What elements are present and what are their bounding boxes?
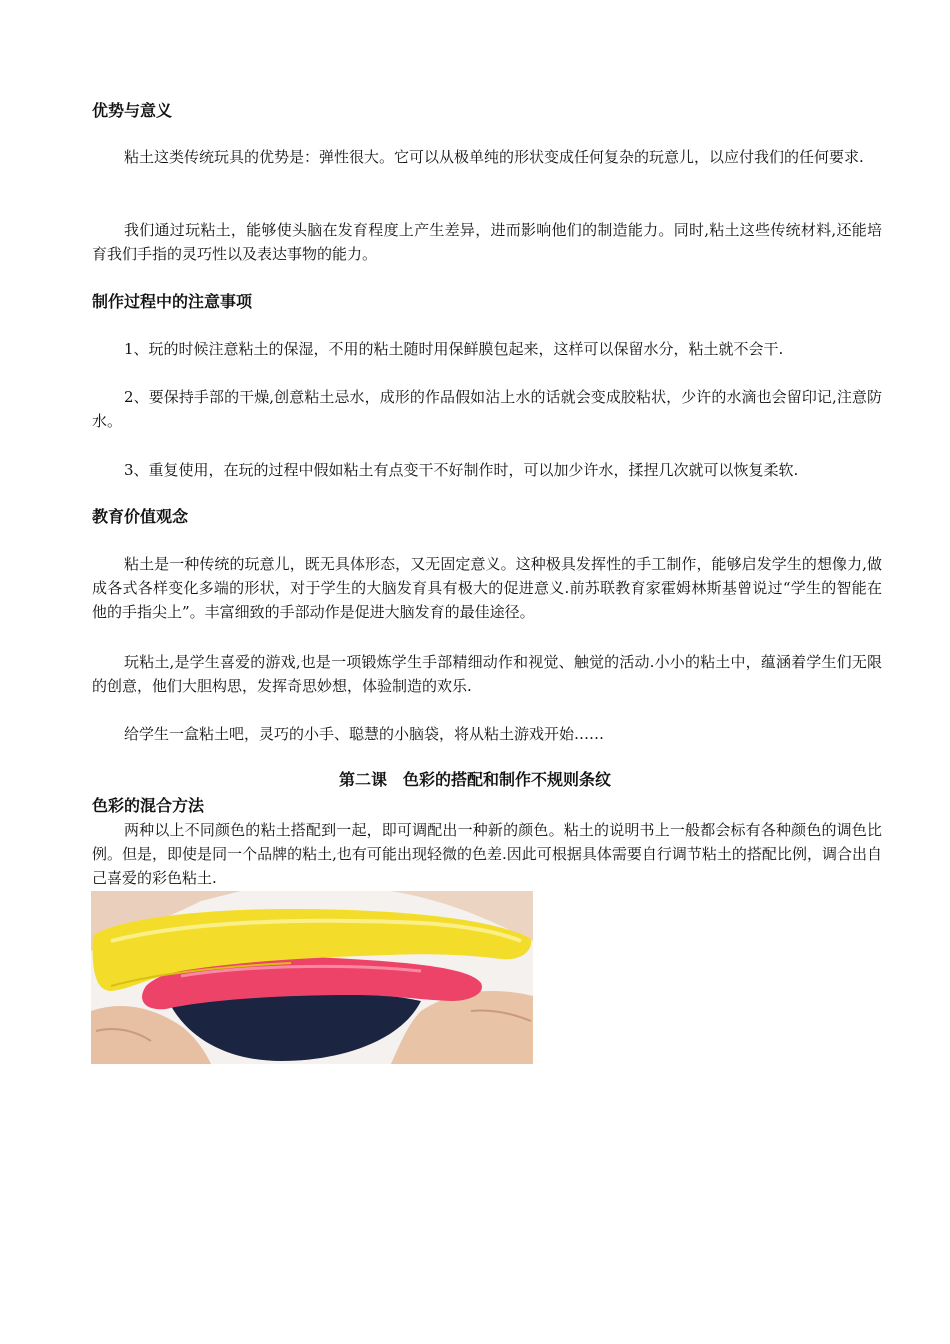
heading-color-mixing: 色彩的混合方法 xyxy=(92,796,205,815)
note-item-2: 2、要保持手部的干燥,创意粘土忌水，成形的作品假如沾上水的话就会变成胶粘状，少许的水滴也会留印记,注意防水。 xyxy=(92,388,882,430)
heading-advantages: 优势与意义 xyxy=(92,101,173,120)
paragraph-color-mixing: 两种以上不同颜色的粘土搭配到一起，即可调配出一种新的颜色。粘土的说明书上一般都会标有各种颜色的调色比例。但是，即使是同一个品牌的粘土,也有可能出现轻微的色差.因此可根据具体需要自行调节粘土的搭配比例，调合出自己喜爱的彩色粘土. xyxy=(92,821,882,887)
lesson-title: 第二课 色彩的搭配和制作不规则条纹 xyxy=(338,770,611,789)
paragraph-advantages-2: 我们通过玩粘土，能够使头脑在发育程度上产生差异，进而影响他们的制造能力。同时,粘土这些传统材料,还能培育我们手指的灵巧性以及表达事物的能力。 xyxy=(92,221,882,263)
clay-photo-illustration xyxy=(91,891,533,1064)
paragraph-education-1: 粘土是一种传统的玩意儿，既无具体形态，又无固定意义。这种极具发挥性的手工制作，能够启发学生的想像力,做成各式各样变化多端的形状，对于学生的大脑发育具有极大的促进意义.前苏联教育家霍姆林斯基曾说过“学生的智能在他的手指尖上”。丰富细致的手部动作是促进大脑发育的最佳途径。 xyxy=(92,555,882,621)
paragraph-education-3: 给学生一盒粘土吧，灵巧的小手、聪慧的小脑袋，将从粘土游戏开始…… xyxy=(124,725,605,743)
note-item-1: 1、玩的时候注意粘土的保湿，不用的粘土随时用保鲜膜包起来，这样可以保留水分，粘土就不会干. xyxy=(124,340,784,358)
heading-notes: 制作过程中的注意事项 xyxy=(92,292,253,311)
paragraph-education-2: 玩粘土,是学生喜爱的游戏,也是一项锻炼学生手部精细动作和视觉、触觉的活动.小小的粘土中，蕴涵着学生们无限的创意，他们大胆构思，发挥奇思妙想，体验制造的欢乐. xyxy=(92,653,882,695)
clay-layers-photo xyxy=(91,891,533,1064)
paragraph-advantages-1: 粘土这类传统玩具的优势是：弹性很大。它可以从极单纯的形状变成任何复杂的玩意儿，以应付我们的任何要求. xyxy=(124,148,864,166)
note-item-3: 3、重复使用，在玩的过程中假如粘土有点变干不好制作时，可以加少许水，揉捏几次就可以恢复柔软. xyxy=(124,461,799,479)
heading-education: 教育价值观念 xyxy=(92,507,189,526)
